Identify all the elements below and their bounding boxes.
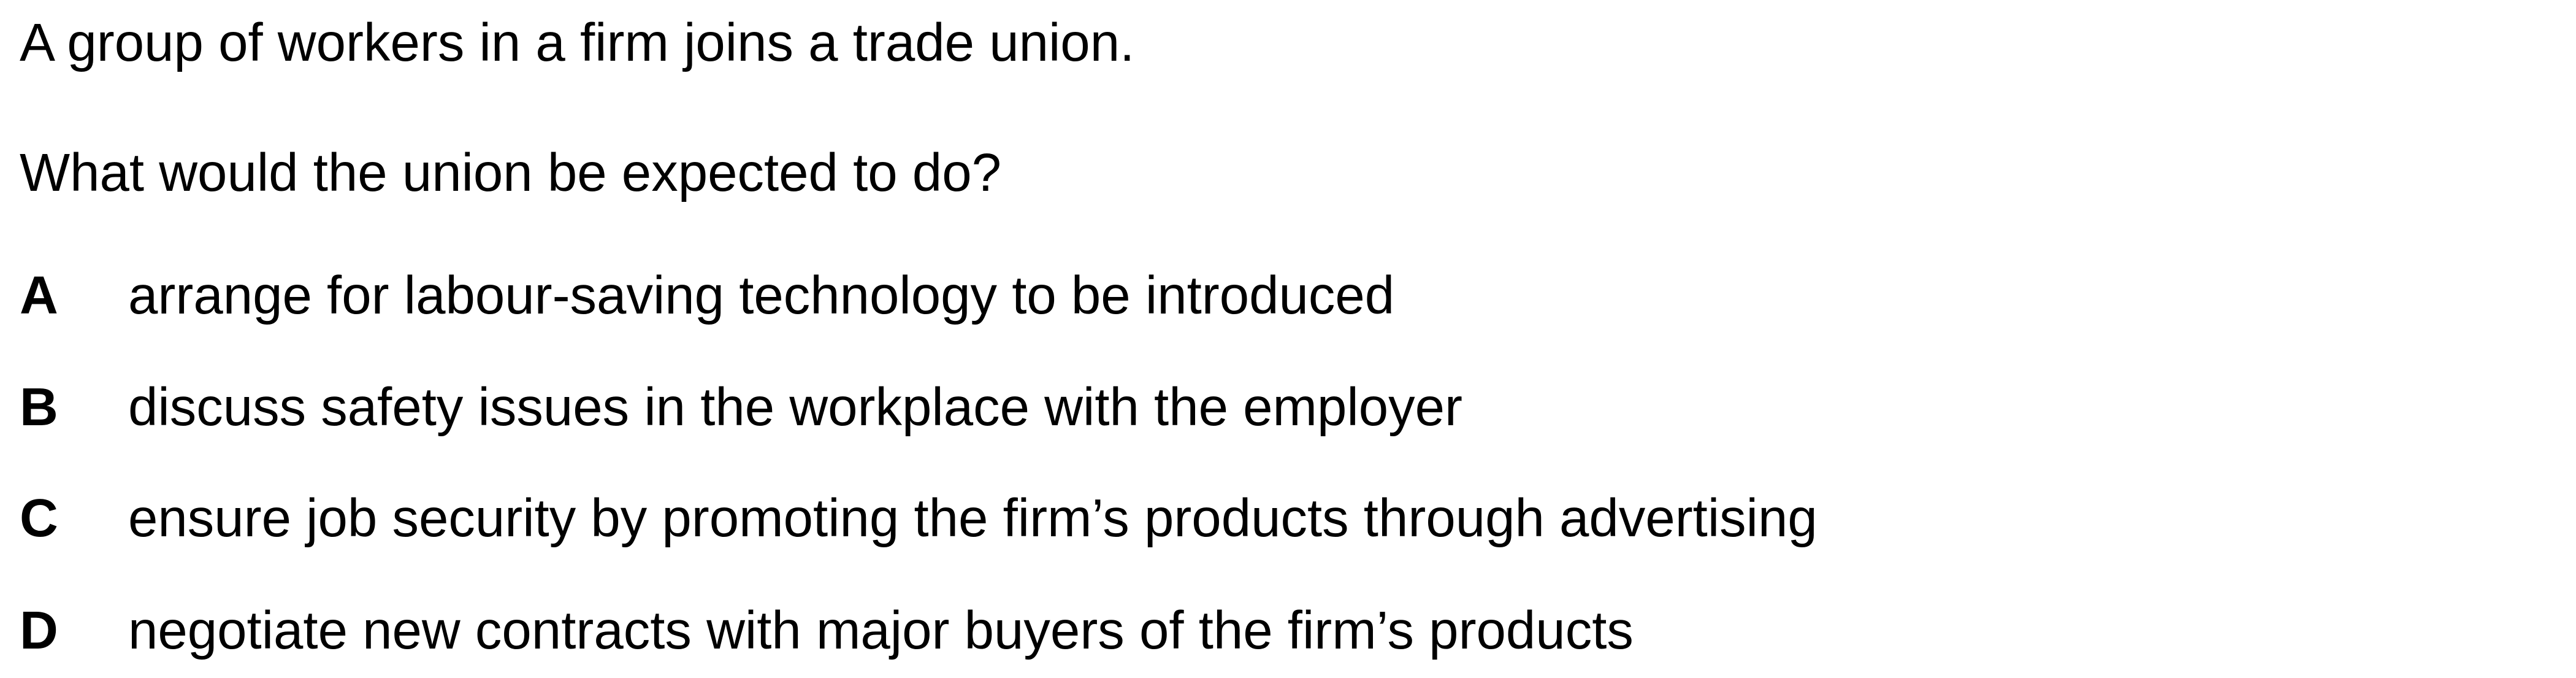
question-prompt: What would the union be expected to do? [20, 143, 1001, 202]
option-text: arrange for labour-saving technology to be introduced [128, 266, 1395, 325]
option-letter: C [20, 488, 58, 548]
option-text: negotiate new contracts with major buyers of the firm’s products [128, 601, 1634, 660]
option-text: ensure job security by promoting the firm’s products through advertising [128, 488, 1817, 548]
question-stem: A group of workers in a firm joins a trade union. [20, 13, 1135, 72]
option-text: discuss safety issues in the workplace with the employer [128, 377, 1462, 437]
option-letter: A [20, 266, 58, 325]
option-letter: D [20, 601, 58, 660]
option-letter: B [20, 377, 58, 437]
